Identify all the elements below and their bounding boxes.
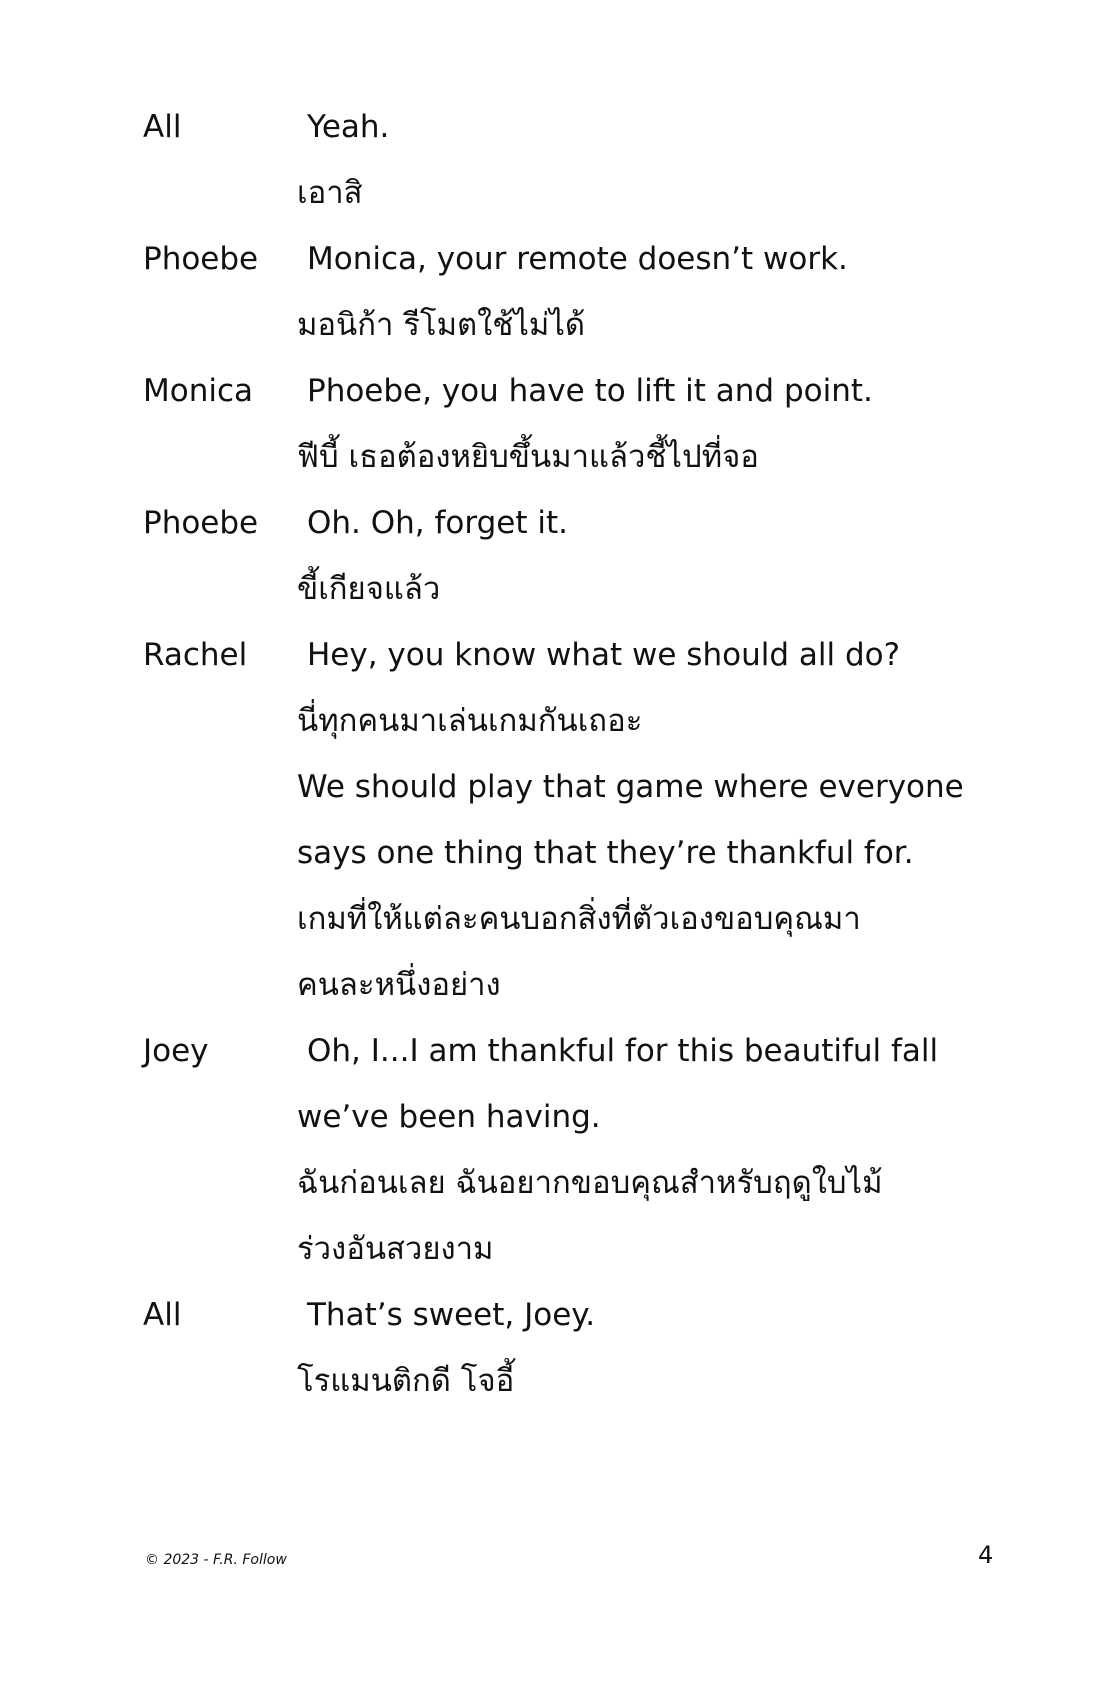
dialogue-line	[143, 952, 1023, 1018]
speaker-name: Joey	[143, 1033, 209, 1069]
speaker-name: Phoebe	[143, 241, 259, 277]
dialogue-line	[143, 1084, 1023, 1150]
dialogue-line	[143, 622, 1023, 688]
dialogue-line	[143, 1348, 1023, 1414]
translation-text: นี่ทุกคนมาเล่นเกมกันเถอะ	[297, 703, 643, 739]
dialogue-text: Yeah.	[307, 109, 390, 145]
dialogue-text: Oh. Oh, forget it.	[307, 505, 568, 541]
translation-text: เกมที่ให้แต่ละคนบอกสิ่งที่ตัวเองขอบคุณมา	[297, 901, 861, 937]
dialogue-line	[143, 556, 1023, 622]
dialogue-line	[143, 1216, 1023, 1282]
dialogue-line	[143, 886, 1023, 952]
dialogue-text: says one thing that they’re thankful for.	[297, 835, 914, 871]
dialogue-text: we’ve been having.	[297, 1099, 601, 1135]
dialogue-text: That’s sweet, Joey.	[307, 1297, 596, 1333]
page-number: 4	[978, 1541, 994, 1569]
translation-text: โรแมนติกดี โจอี้	[297, 1363, 515, 1399]
dialogue-text: Phoebe, you have to lift it and point.	[307, 373, 873, 409]
dialogue-text: We should play that game where everyone	[297, 769, 964, 805]
dialogue-line	[143, 292, 1023, 358]
dialogue-line	[143, 1150, 1023, 1216]
translation-text: ฉันก่อนเลย ฉันอยากขอบคุณสำหรับฤดูใบไม้	[297, 1165, 883, 1201]
speaker-name: Phoebe	[143, 505, 259, 541]
translation-text: ฟีบี้ เธอต้องหยิบขึ้นมาแล้วชี้ไปที่จอ	[297, 439, 759, 475]
dialogue-line	[143, 754, 1023, 820]
speaker-name: Rachel	[143, 637, 248, 673]
dialogue-line	[143, 1282, 1023, 1348]
dialogue-text: Hey, you know what we should all do?	[307, 637, 901, 673]
dialogue-line	[143, 226, 1023, 292]
translation-text: เอาสิ	[297, 175, 363, 211]
translation-text: มอนิก้า รีโมตใช้ไม่ได้	[297, 307, 586, 343]
translation-text: คนละหนึ่งอย่าง	[297, 967, 501, 1003]
translation-text: ร่วงอันสวยงาม	[297, 1231, 494, 1267]
dialogue-line	[143, 358, 1023, 424]
dialogue-text: Monica, your remote doesn’t work.	[307, 241, 848, 277]
dialogue-line	[143, 490, 1023, 556]
translation-text: ขี้เกียจแล้ว	[297, 571, 441, 607]
dialogue-text: Oh, I...I am thankful for this beautiful fall	[307, 1033, 939, 1069]
speaker-name: All	[143, 109, 182, 145]
dialogue-script	[143, 94, 1023, 1414]
dialogue-line	[143, 94, 1023, 160]
dialogue-line	[143, 1018, 1023, 1084]
speaker-name: All	[143, 1297, 182, 1333]
dialogue-line	[143, 424, 1023, 490]
copyright-footer: © 2023 - F.R. Follow	[145, 1552, 287, 1568]
speaker-name: Monica	[143, 373, 254, 409]
dialogue-line	[143, 688, 1023, 754]
dialogue-line	[143, 820, 1023, 886]
dialogue-line	[143, 160, 1023, 226]
